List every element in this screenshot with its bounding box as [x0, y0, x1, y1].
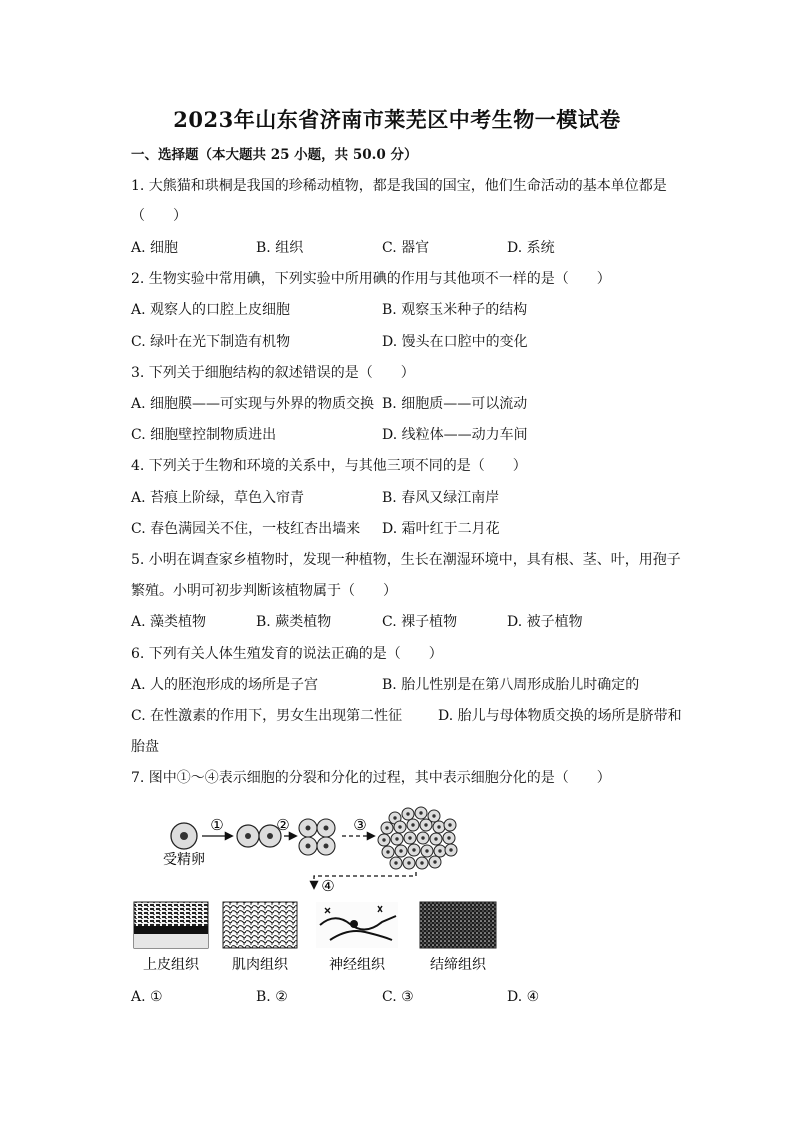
q2-option-c: C. 绿叶在光下制造有机物	[131, 334, 291, 350]
step-2-label: ②	[276, 816, 290, 834]
q6-option-d: D. 胎儿与母体物质交换的场所是脐带和	[438, 708, 682, 724]
q5-option-c: C. 裸子植物	[382, 614, 458, 630]
q2-option-d: D. 馒头在口腔中的变化	[382, 334, 528, 350]
step-4-label: ④	[321, 877, 335, 895]
connective-tissue-image	[420, 902, 496, 948]
tissue-label-nerve: 神经组织	[329, 957, 385, 973]
q2-option-a: A. 观察人的口腔上皮细胞	[131, 302, 291, 318]
question-1-stem-cont: （ ）	[131, 208, 187, 224]
q4-option-b: B. 春风又绿江南岸	[382, 490, 500, 506]
q1-option-d: D. 系统	[507, 240, 555, 256]
question-4-stem: 4. 下列关于生物和环境的关系中，与其他三项不同的是（ ）	[131, 458, 527, 474]
question-6-stem: 6. 下列有关人体生殖发育的说法正确的是（ ）	[131, 646, 443, 662]
q7-option-a: A. ①	[131, 989, 163, 1005]
q4-option-d: D. 霜叶红于二月花	[382, 521, 500, 537]
q6-option-c: C. 在性激素的作用下，男女生出现第二性征	[131, 708, 403, 724]
q3-option-b: B. 细胞质——可以流动	[382, 396, 528, 412]
q7-option-d: D. ④	[507, 989, 540, 1005]
section-heading: 一、选择题（本大题共 25 小题，共 50.0 分）	[131, 147, 418, 163]
tissue-label-connective: 结缔组织	[430, 957, 486, 973]
q3-option-a: A. 细胞膜——可实现与外界的物质交换	[131, 396, 375, 412]
question-5-stem: 5. 小明在调查家乡植物时，发现一种植物，生长在潮湿环境中，具有根、茎、叶，用孢子	[131, 552, 681, 568]
q5-option-b: B. 蕨类植物	[256, 614, 332, 630]
question-3-stem: 3. 下列关于细胞结构的叙述错误的是（ ）	[131, 365, 415, 381]
tissue-label-epithelial: 上皮组织	[143, 957, 199, 973]
zygote-cell	[171, 823, 197, 849]
q5-option-a: A. 藻类植物	[131, 614, 207, 630]
q3-option-c: C. 细胞壁控制物质进出	[131, 427, 277, 443]
q6-option-b: B. 胎儿性别是在第八周形成胎儿时确定的	[382, 677, 640, 693]
cell-cluster	[378, 807, 457, 869]
q1-option-c: C. 器官	[382, 240, 430, 256]
two-cell-stage	[237, 825, 281, 847]
question-5-stem-cont: 繁殖。小明可初步判断该植物属于（ ）	[131, 583, 397, 599]
q4-option-c: C. 春色满园关不住，一枝红杏出墙来	[131, 521, 361, 537]
q6-option-a: A. 人的胚泡形成的场所是子宫	[131, 677, 319, 693]
question-1-stem: 1. 大熊猫和珙桐是我国的珍稀动植物，都是我国的国宝，他们生命活动的基本单位都是	[131, 178, 667, 194]
step-1-label: ①	[210, 816, 224, 834]
q1-option-b: B. 组织	[256, 240, 304, 256]
tissue-label-muscle: 肌肉组织	[232, 957, 288, 973]
question-7-stem: 7. 图中①～④表示细胞的分裂和分化的过程，其中表示细胞分化的是（ ）	[131, 770, 611, 786]
step-3-label: ③	[353, 816, 367, 834]
cell-division-figure	[120, 800, 520, 985]
four-cell-stage	[299, 819, 335, 855]
muscle-tissue-image	[223, 902, 297, 948]
question-2-stem: 2. 生物实验中常用碘，下列实验中所用碘的作用与其他项不一样的是（ ）	[131, 271, 611, 287]
paper-title: 2023年山东省济南市莱芜区中考生物一模试卷	[173, 107, 621, 132]
zygote-label: 受精卵	[163, 852, 205, 868]
q1-option-a: A. 细胞	[131, 240, 179, 256]
q6-option-d-cont: 胎盘	[131, 739, 159, 755]
q5-option-d: D. 被子植物	[507, 614, 583, 630]
q4-option-a: A. 苔痕上阶绿，草色入帘青	[131, 490, 305, 506]
epithelial-tissue-image	[134, 902, 208, 948]
q7-option-c: C. ③	[382, 989, 414, 1005]
q3-option-d: D. 线粒体——动力车间	[382, 427, 528, 443]
q7-option-b: B. ②	[256, 989, 288, 1005]
nerve-tissue-image	[316, 902, 398, 948]
q2-option-b: B. 观察玉米种子的结构	[382, 302, 528, 318]
